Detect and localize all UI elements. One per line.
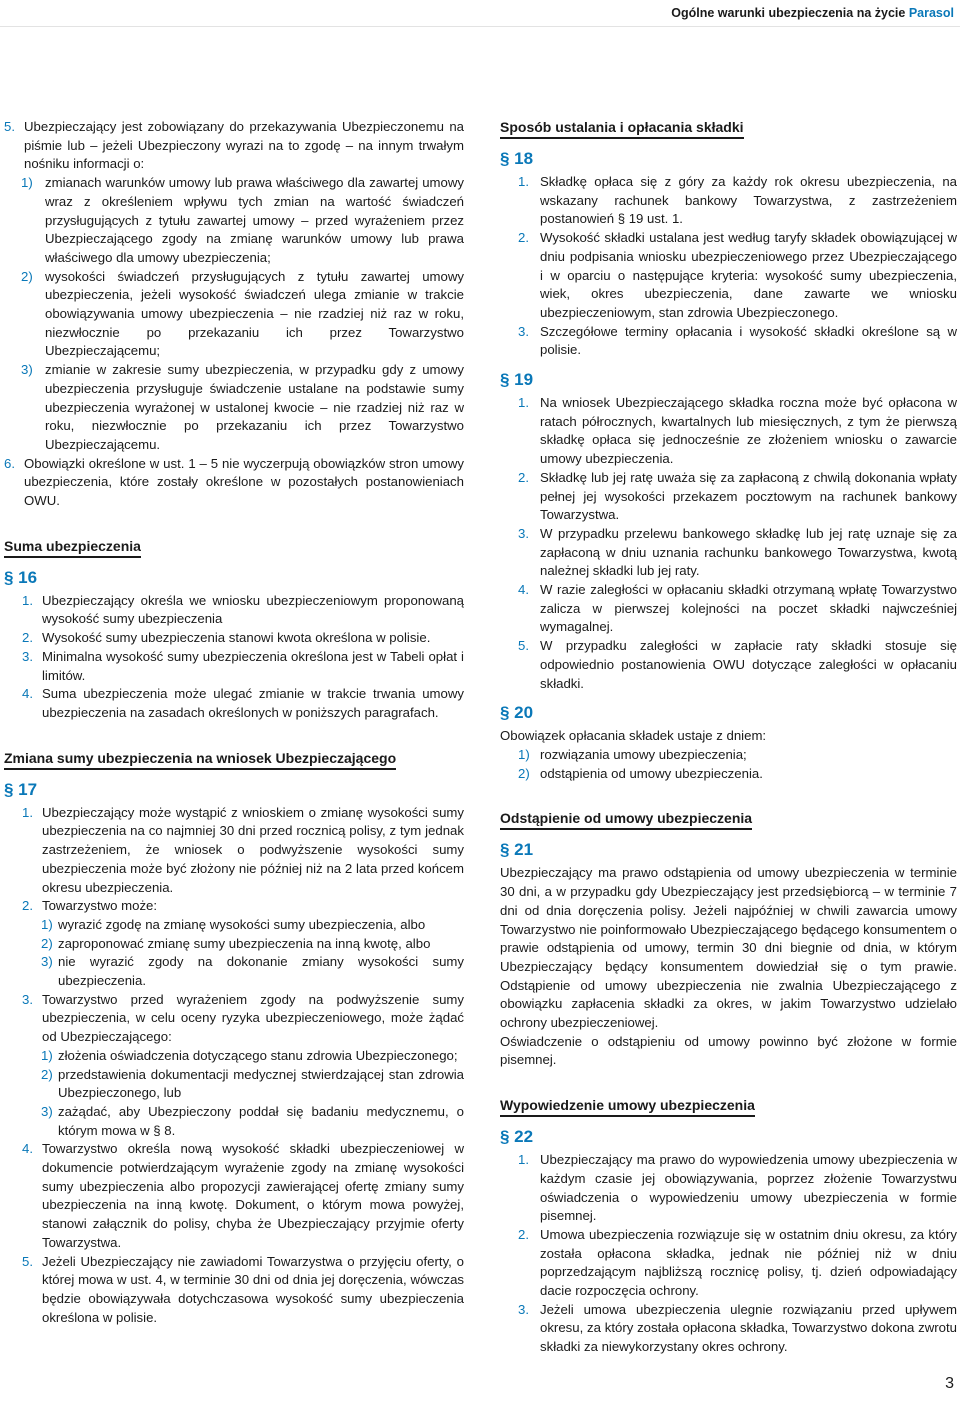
list-item: 1. Składkę opłaca się z góry za każdy rok okresu ubezpieczenia, na wskazany rachunek bankowy Towarzystwa, z zastrzeżeniem postanowień § 19 ust. 1. bbox=[518, 174, 957, 227]
header-title-accent: Parasol bbox=[908, 6, 954, 20]
running-header bbox=[671, 4, 954, 23]
list-item: 1. Ubezpieczający może wystąpić z wnioskiem o zmianę wysokości sumy ubezpieczenia na co najmniej 30 dni przed rocznicą polisy, z tym jednak zastrzeżeniem, że wniosek o podwyższenie wysokości sumy ubezpieczenia może być złożony nie później niż na 2 lata przed końcem okresu ubezpieczenia. bbox=[22, 804, 464, 895]
list-item: 2. Towarzystwo może: bbox=[22, 898, 158, 914]
list-item: 3. Jeżeli umowa ubezpieczenia ulegnie rozwiązaniu przed upływem okresu, za który została opłacona składka, Towarzystwo dokona zwrotu składki za niewykorzystany okres ochrony. bbox=[518, 1301, 957, 1355]
section-heading: Odstąpienie od umowy ubezpieczenia bbox=[500, 809, 752, 830]
section-heading: Wypowiedzenie umowy ubezpieczenia bbox=[500, 1096, 755, 1117]
list-item: 2. Wysokość sumy ubezpieczenia stanowi kwota określona w polisie. bbox=[22, 630, 431, 646]
list-item: 3. Szczegółowe terminy opłacania i wysokość składki określone są w polisie. bbox=[518, 323, 957, 358]
paragraph-number: § 18 bbox=[500, 149, 534, 168]
list-item: 6. Obowiązki określone w ust. 1 – 5 nie wyczerpują obowiązków stron umowy ubezpieczenia, które zostały określone w pozostałych postanowieniach OWU. bbox=[4, 455, 464, 509]
paragraph-number: § 16 bbox=[4, 567, 38, 587]
list-subitem: 3) zmianie w zakresie sumy ubezpieczenia, w przypadku gdy z umowy ubezpieczenia przysługuje świadczenie ustalane na podstawie sumy ubezpieczenia wyrażonej w ustalonej kwocie – nie rzadziej niż raz w roku, niezwłocznie po przekazaniu ich przez Towarzystwo Ubezpieczającemu. bbox=[21, 362, 464, 452]
list-subitem: 3) zażądać, aby Ubezpieczony poddał się badaniu medycznemu, o którym mowa w § 8. bbox=[41, 1103, 464, 1138]
section-heading: Zmiana sumy ubezpieczenia na wniosek Ubezpieczającego bbox=[4, 749, 396, 770]
list-item: 5. Ubezpieczający jest zobowiązany do przekazywania Ubezpieczonemu na piśmie lub – jeżeli Ubezpieczony wyrazi na to zgodę – na innym trwałym nośniku informacji o: bbox=[4, 119, 464, 172]
list-subitem: 1) wyrazić zgodę na zmianę wysokości sumy ubezpieczenia, albo bbox=[41, 916, 426, 932]
list-subitem: 2) przedstawienia dokumentacji medycznej stwierdzającej stan zdrowia Ubezpieczonego, lub bbox=[41, 1066, 464, 1101]
list-item: 3. W przypadku przelewu bankowego składkę lub jej ratę uznaje się za zapłaconą w dniu uznania rachunku bankowego Towarzystwa, kwotą należnej składki lub jej raty. bbox=[518, 525, 957, 579]
paragraph-number: § 20 bbox=[500, 703, 534, 723]
paragraph-number: § 17 bbox=[4, 779, 38, 799]
list-subitem: 2) wysokości świadczeń przysługujących z tytułu zawartej umowy ubezpieczenia, jeżeli wysokość świadczeń ulega zmianie w trakcie obowiązywania umowy ubezpieczenia – nie rzadziej niż raz w roku, niezwłocznie po przekazaniu ich przez Towarzystwo Ubezpieczającemu; bbox=[21, 268, 464, 359]
list-item: 4. W razie zaległości w opłacaniu składki otrzymaną wpłatę Towarzystwo zalicza w pierwszej kolejności na poczet składki najwcześniej wymagalnej. bbox=[518, 582, 957, 635]
right-column bbox=[500, 118, 957, 1357]
list-item: 2. Składkę lub jej ratę uważa się za zapłaconą z chwilą dokonania wpłaty pełnej jej wysokości przekazem pocztowym na rachunek bankowy Towarzystwa. bbox=[518, 469, 957, 523]
list-subitem: 2) zaproponować zmianę sumy ubezpieczenia na inną kwotę, albo bbox=[41, 935, 431, 951]
list-subitem: 2) odstąpienia od umowy ubezpieczenia. bbox=[518, 765, 763, 781]
list-item: 5. Jeżeli Ubezpieczający nie zawiadomi Towarzystwa o przyjęciu oferty, o której mowa w ust. 4, w terminie 30 dni od dnia jej doręczenia, wówczas będzie obowiązywała dotychczasowa wysokość sumy ubezpieczenia określona w polisie. bbox=[22, 1253, 464, 1325]
list-item: 1. Na wniosek Ubezpieczającego składka roczna może być opłacona w ratach półrocznych, kwartalnych lub miesięcznych, z tym że pierwszą składkę opłaca się jednocześnie ze złożeniem wniosku o zawarcie umowy ubezpieczenia. bbox=[518, 395, 957, 467]
list-item: 4. Suma ubezpieczenia może ulegać zmianie w trakcie trwania umowy ubezpieczenia na zasadach określonych w poniższych paragrafach. bbox=[22, 686, 464, 720]
paragraph-text: Ubezpieczający ma prawo odstąpienia od umowy ubezpieczenia w terminie 30 dni, a w przypadku gdy Ubezpieczający jest przedsiębiorcą – w terminie 7 dni od dnia doręczenia polisy. Jeżeli najpóźniej w chwili zawarcia umowy Towarzystwo nie poinformowało Ubezpieczającego będącego konsumentem o prawie odstąpienia od umowy, termin 30 dni biegnie od dnia, w którym Ubezpieczający będący konsumentem dowiedział się o tym prawie. Odstąpienie od umowy ubezpieczenia nie zwalnia Ubezpieczającego z obowiązku zapłacenia składki za okres, w jakim Towarzystwo udzielało ochrony ubezpieczeniowej. bbox=[500, 865, 957, 1031]
paragraph-text: Oświadczenie o odstąpieniu od umowy powinno być złożone w formie pisemnej. bbox=[500, 1033, 957, 1068]
header-rule bbox=[0, 26, 960, 27]
section-heading: Suma ubezpieczenia bbox=[4, 537, 141, 558]
list-item: 2. Umowa ubezpieczenia rozwiązuje się w ostatnim dniu okresu, za który została opłacona składka, jednak nie później niż w dniu poprzedzającym najbliższą rocznicę polisy, tj. dzień odpowiadający dacie rozpoczęcia ochrony. bbox=[518, 1226, 957, 1299]
list-subitem: 3) nie wyrazić zgody na dokonanie zmiany wysokości sumy ubezpieczenia. bbox=[41, 954, 464, 989]
list-item: 3. Minimalna wysokość sumy ubezpieczenia określona jest w Tabeli opłat i limitów. bbox=[22, 648, 464, 683]
list-item: 4. Towarzystwo określa nową wysokość składki ubezpieczeniowej w dokumencie potwierdzającym wyrażenie zgody na zmianę wysokości sumy ubezpieczenia albo propozycji zawierającej ofertę zmiany sumy ubezpieczenia na inną kwotę. Dokument, o którym mowa powyżej, stanowi załącznik do polisy, chyba że Ubezpieczający przyjmie oferty Towarzystwa. bbox=[22, 1141, 464, 1250]
header-title: Ogólne warunki ubezpieczenia na życie bbox=[671, 6, 909, 20]
left-column bbox=[4, 118, 464, 1327]
paragraph-number: § 19 bbox=[500, 370, 534, 390]
list-subitem: 1) rozwiązania umowy ubezpieczenia; bbox=[518, 746, 747, 762]
paragraph-number: § 22 bbox=[500, 1127, 534, 1147]
list-item: 3. Towarzystwo przed wyrażeniem zgody na podwyższenie sumy ubezpieczenia, w celu oceny ryzyka ubezpieczeniowego, może żądać od Ubezpieczającego: bbox=[22, 991, 464, 1045]
section-heading: Sposób ustalania i opłacania składki bbox=[500, 118, 744, 139]
list-item: 1. Ubezpieczający określa we wniosku ubezpieczeniowym proponowaną wysokość sumy ubezpieczenia bbox=[22, 592, 464, 627]
list-item: 1. Ubezpieczający ma prawo do wypowiedzenia umowy ubezpieczenia w każdym czasie jej obowiązywania, poprzez złożenie Towarzystwu oświadczenia o wypowiedzeniu umowy ubezpieczenia w formie pisemnej. bbox=[518, 1152, 957, 1224]
list-item: 2. Wysokość składki ustalana jest według taryfy składek obowiązującej w dniu podpisania wniosku ubezpieczeniowego przez Ubezpieczającego i w oparciu o następujące kryteria: wysokość sumy ubezpieczenia, wiek, okres ubezpieczenia, dane zawarte we wniosku ubezpieczeniowym, stan zdrowia Ubezpieczonego. bbox=[518, 230, 957, 320]
list-item: 5. W przypadku zaległości w zapłacie raty składki stosuje się odpowiednio postanowienia OWU dotyczące zaległości w opłacaniu składki. bbox=[518, 638, 957, 691]
paragraph-text: Obowiązek opłacania składek ustaje z dniem: bbox=[500, 728, 767, 744]
list-subitem: 1) złożenia oświadczenia dotyczącego stanu zdrowia Ubezpieczonego; bbox=[41, 1047, 458, 1063]
page-number: 3 bbox=[945, 1375, 954, 1393]
list-subitem: 1) zmianach warunków umowy lub prawa właściwego dla zawartej umowy wraz z określeniem wpływu tych zmian na wartość świadczeń przysługujących z tytułu zawartej umowy – przed wyrażeniem przez Ubezpieczającego zgody na zmianę warunków umowy lub prawa właściwego dla umowy ubezpieczenia; bbox=[21, 175, 464, 265]
paragraph-number: § 21 bbox=[500, 840, 534, 860]
